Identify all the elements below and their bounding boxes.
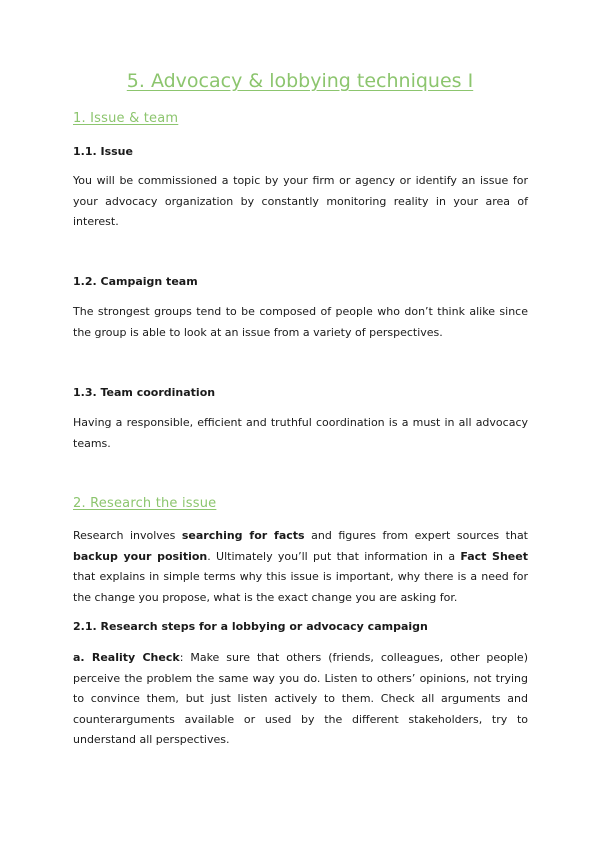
paragraph-team-coordination: Having a responsible, efficient and truthful coordination is a must in all advocacy teams. [73,416,528,450]
section-heading-issue-team: 1. Issue & team [73,111,179,126]
paragraph-reality-check [73,648,528,751]
research-text-3: . Ultimately you’ll put that information in a [207,549,461,563]
paragraph-campaign-team: The strongest groups tend to be composed of people who don’t think alike since the group is able to look at an issue from a variety of perspectives. [73,305,528,339]
research-bold-1: searching for facts [181,529,305,542]
paragraph-issue: You will be commissioned a topic by your firm or agency or identify an issue for your advocacy organization by constantly monitoring reality in your area of interest. [73,174,528,228]
reality-check-label: a. Reality Check [73,651,180,664]
document-title: 5. Advocacy & lobbying techniques I [126,70,474,92]
subheading-campaign-team: 1.2. Campaign team [73,275,198,288]
research-text-4: that explains in simple terms why this issue is important, why there is a need for the change you propose, what is the exact change you are asking for. [73,570,528,604]
subheading-research-steps: 2.1. Research steps for a lobbying or advocacy campaign [73,620,428,633]
subheading-issue: 1.1. Issue [73,145,133,158]
reality-check-text: : Make sure that others (friends, colleagues, other people) perceive the problem the same way you do. Listen to others’ opinions, not trying to convince them, but just listen actively to them. Check all arguments and counterarguments available or used by the different stakeholders, try to understand all perspectives. [73,651,528,746]
subheading-team-coordination: 1.3. Team coordination [73,386,216,399]
research-bold-3: Fact Sheet [460,549,528,563]
paragraph-research-intro [73,526,528,608]
section-heading-research: 2. Research the issue [73,496,217,511]
research-text-1: Research involves [73,529,182,542]
research-text-2: and figures from expert sources that [304,529,528,542]
research-bold-2: backup your position [73,549,208,563]
